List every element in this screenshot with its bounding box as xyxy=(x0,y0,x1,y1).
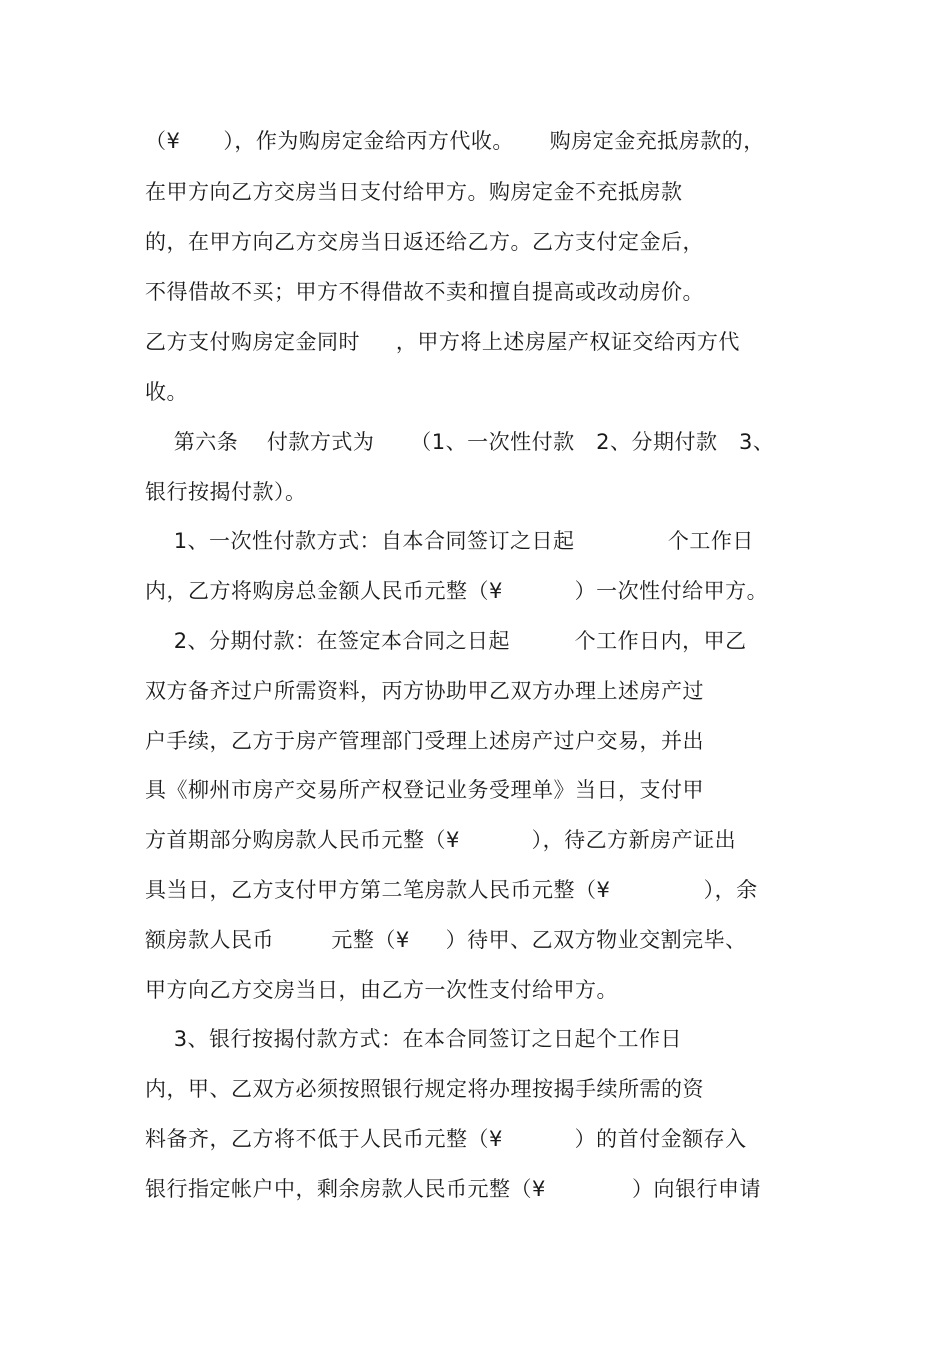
text-line: 第六条 付款方式为 （1、一次性付款 2、分期付款 3、 xyxy=(145,430,775,454)
text-line: 户手续，乙方于房产管理部门受理上述房产过户交易，并出 xyxy=(145,729,704,753)
text-line: 内，甲、乙双方必须按照银行规定将办理按揭手续所需的资 xyxy=(145,1077,704,1101)
text-line: 银行按揭付款）。 xyxy=(145,480,307,504)
text-line: 甲方向乙方交房当日，由乙方一次性支付给甲方。 xyxy=(145,978,618,1002)
text-line: 具当日，乙方支付甲方第二笔房款人民币元整（¥ ），余 xyxy=(145,878,758,902)
text-line: 收。 xyxy=(145,380,188,404)
text-line: 银行指定帐户中，剩余房款人民币元整（¥ ）向银行申请 xyxy=(145,1177,761,1201)
text-line: 2、分期付款：在签定本合同之日起 个工作日内，甲乙 xyxy=(145,629,747,653)
text-line: 具《柳州市房产交易所产权登记业务受理单》当日，支付甲 xyxy=(145,778,704,802)
text-line: 双方备齐过户所需资料，丙方协助甲乙双方办理上述房产过 xyxy=(145,679,704,703)
text-line: 1、一次性付款方式：自本合同签订之日起 个工作日 xyxy=(145,529,754,553)
text-line: （¥ ），作为购房定金给丙方代收。 购房定金充抵房款的， xyxy=(145,129,765,153)
text-line: 方首期部分购房款人民币元整（¥ ），待乙方新房产证出 xyxy=(145,828,737,852)
text-line: 乙方支付购房定金同时 ，甲方将上述房屋产权证交给丙方代 xyxy=(145,330,740,354)
text-line: 额房款人民币 元整（¥ ）待甲、乙双方物业交割完毕、 xyxy=(145,928,747,952)
text-line: 不得借故不买；甲方不得借故不卖和擅自提高或改动房价。 xyxy=(145,280,704,304)
text-line: 在甲方向乙方交房当日支付给甲方。购房定金不充抵房款 xyxy=(145,180,683,204)
text-line: 料备齐，乙方将不低于人民币元整（¥ ）的首付金额存入 xyxy=(145,1127,747,1151)
text-line: 3、银行按揭付款方式：在本合同签订之日起个工作日 xyxy=(145,1027,683,1051)
text-line: 的，在甲方向乙方交房当日返还给乙方。乙方支付定金后， xyxy=(145,230,704,254)
text-line: 内，乙方将购房总金额人民币元整（¥ ）一次性付给甲方。 xyxy=(145,579,769,603)
